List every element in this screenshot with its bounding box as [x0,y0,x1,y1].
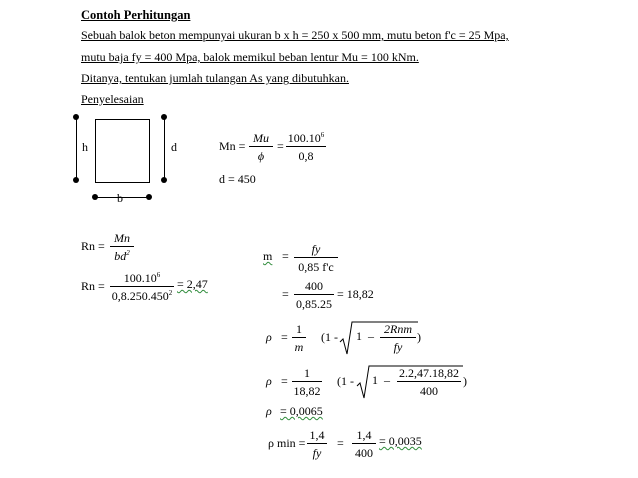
rho2-inner-denominator: 400 [420,384,438,398]
rho1-inner-fraction [380,322,416,354]
rhomin-lhs: ρ min = [268,436,306,450]
rho2-inner-fraction [397,366,461,398]
m1-equals: = [282,249,289,263]
rho1-inner-denominator: fy [393,340,403,354]
label-h: h [82,140,88,154]
rho2-equals: = [281,374,288,388]
heading: Contoh Perhitungan [81,8,191,22]
problem-line-3: Ditanya, tentukan jumlah tulangan As yang dibutuhkan. [81,71,349,85]
m1-denominator: 0,85 f'c [298,260,334,274]
rhomin-value-numerator: 1,4 [356,428,372,442]
rn2-numerator: 100.10$^6$ [123,271,161,285]
d-bottom-dot [161,177,167,183]
d-value: d = 450 [219,172,256,186]
m1-fraction [294,242,338,274]
mn-value-numerator: 100.10$^6$ [287,131,325,145]
rhomin-result: = 0,0035 [379,434,422,448]
rho1-equals: = [281,330,288,344]
mn-equals: = [277,139,284,153]
rn2-result: = 2,47 [177,277,208,291]
rho2-one: 1 [372,373,378,387]
problem-line-2: mutu baja fy = 400 Mpa, balok memikul beban lentur Mu = 100 kNm. [81,50,419,64]
rn2-fraction [110,271,174,303]
m1-numerator: fy [311,242,321,256]
rho2-denominator: 18,82 [293,384,321,398]
b-right-dot [146,194,152,200]
rho3-lhs: ρ [266,404,272,418]
rhomin-denominator: fy [312,446,322,460]
rho1-denominator: m [294,340,304,354]
m2-result: = 18,82 [337,287,374,301]
rho1-fraction [292,322,306,354]
mn-denominator: ϕ [257,149,265,163]
rho1-one: 1 [356,329,362,343]
rho1-numerator: 1 [296,322,302,336]
rho2-minus: – [384,373,390,387]
rho2-open: (1 - [337,374,354,388]
h-bottom-dot [73,177,79,183]
rho1-close: ) [417,330,421,344]
h-top-dot [73,114,79,120]
rho1-lhs: ρ [266,330,272,344]
m2-numerator: 400 [305,279,323,293]
m2-fraction [294,279,334,311]
rhomin-value-denominator: 400 [355,446,373,460]
rn1-lhs: Rn = [81,239,105,253]
rho2-close: ) [463,374,467,388]
rho2-lhs: ρ [266,374,272,388]
rho2-inner-numerator: 2.2,47.18,82 [399,366,459,380]
m2-equals: = [282,287,289,301]
label-b: b [117,191,123,205]
solution-label: Penyelesaian [81,92,144,106]
m2-denominator: 0,85.25 [296,297,332,311]
rn1-numerator: Mn [114,231,130,245]
rho1-minus: – [368,329,374,343]
rhomin-equals: = [337,436,344,450]
d-top-dot [161,114,167,120]
beam-rectangle [95,119,150,183]
mn-fraction [249,131,273,163]
rn1-fraction [110,231,134,263]
rho1-inner-numerator: 2Rnm [384,322,412,336]
rho2-numerator: 1 [304,366,310,380]
rho1-open: (1 - [321,330,338,344]
rn2-denominator: 0,8.250.450$^2$ [111,289,173,303]
h-dimension-line [76,117,77,181]
rhomin-fraction [307,428,327,460]
mn-value-denominator: 0,8 [298,149,314,163]
mn-numerator: Mu [253,131,269,145]
rho3-result: = 0,0065 [280,404,323,418]
rn2-lhs: Rn = [81,279,105,293]
b-left-dot [92,194,98,200]
mn-lhs: Mn = [219,139,246,153]
problem-line-1: Sebuah balok beton mempunyai ukuran b x h = 250 x 500 mm, mutu beton f'c = 25 Mpa, [81,28,509,42]
rhomin-numerator: 1,4 [309,428,325,442]
label-d: d [171,140,177,154]
m1-lhs: m [263,249,273,263]
rn1-denominator: $bd^2$ [114,249,130,263]
rho2-fraction [292,366,322,398]
mn-value-fraction [286,131,326,163]
rhomin-value-fraction [352,428,376,460]
d-dimension-line [164,117,165,181]
